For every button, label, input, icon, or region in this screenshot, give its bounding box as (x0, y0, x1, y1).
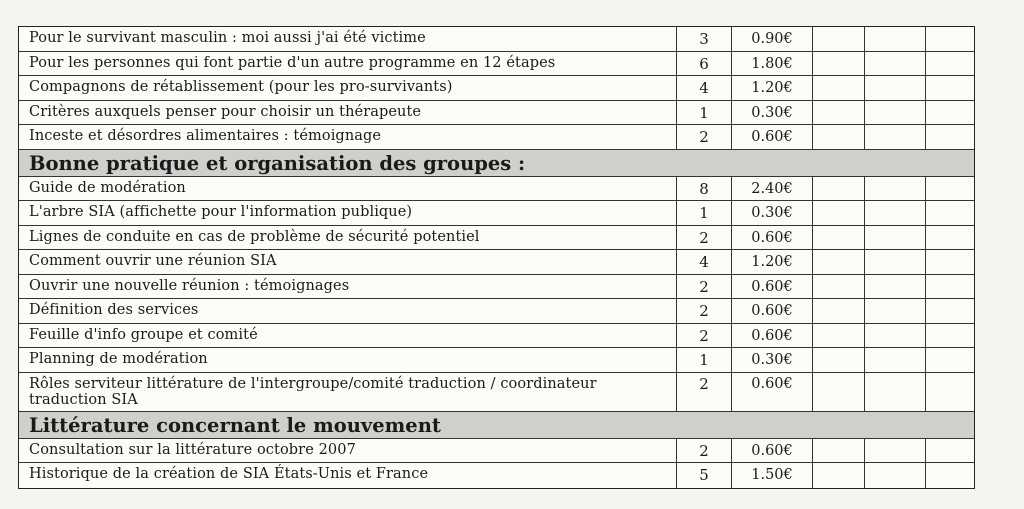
item-description: Pour les personnes qui font partie d'un autre programme en 12 étapes (19, 52, 677, 76)
item-price: 0.30€ (732, 201, 813, 225)
item-price: 0.60€ (732, 125, 813, 149)
blank-cell (926, 125, 974, 149)
item-price: 0.60€ (732, 275, 813, 299)
blank-cell (865, 101, 926, 125)
blank-cell (865, 348, 926, 372)
blank-cell (926, 177, 974, 201)
blank-cell (865, 463, 926, 488)
item-quantity: 3 (677, 27, 732, 51)
table-row (19, 373, 974, 412)
blank-cell (865, 201, 926, 225)
blank-cell (813, 275, 865, 299)
section-heading-movement-literature: Littérature concernant le mouvement (19, 412, 974, 439)
item-description: Comment ouvrir une réunion SIA (19, 250, 677, 274)
blank-cell (813, 299, 865, 323)
blank-cell (926, 373, 974, 411)
blank-cell (865, 27, 926, 51)
item-price: 0.60€ (732, 439, 813, 463)
blank-cell (813, 125, 865, 149)
item-price: 2.40€ (732, 177, 813, 201)
item-description: Historique de la création de SIA États-Unis et France (19, 463, 677, 488)
blank-cell (865, 52, 926, 76)
blank-cell (865, 226, 926, 250)
item-description: Lignes de conduite en cas de problème de sécurité potentiel (19, 226, 677, 250)
blank-cell (813, 348, 865, 372)
table-row (19, 52, 974, 77)
item-price: 0.60€ (732, 299, 813, 323)
item-description: L'arbre SIA (affichette pour l'information publique) (19, 201, 677, 225)
item-price: 0.30€ (732, 101, 813, 125)
blank-cell (926, 27, 974, 51)
blank-cell (813, 201, 865, 225)
item-description: Critères auxquels penser pour choisir un thérapeute (19, 101, 677, 125)
item-description: Pour le survivant masculin : moi aussi j'ai été victime (19, 27, 677, 51)
blank-cell (813, 250, 865, 274)
item-price: 0.60€ (732, 324, 813, 348)
item-quantity: 5 (677, 463, 732, 488)
item-quantity: 2 (677, 439, 732, 463)
item-quantity: 8 (677, 177, 732, 201)
table-row (19, 324, 974, 349)
blank-cell (813, 101, 865, 125)
blank-cell (926, 463, 974, 488)
item-price: 1.50€ (732, 463, 813, 488)
item-quantity: 2 (677, 299, 732, 323)
item-price: 1.20€ (732, 76, 813, 100)
item-description: Consultation sur la littérature octobre 2007 (19, 439, 677, 463)
item-description: Ouvrir une nouvelle réunion : témoignages (19, 275, 677, 299)
table-row (19, 348, 974, 373)
item-quantity: 1 (677, 101, 732, 125)
blank-cell (865, 76, 926, 100)
item-price: 1.80€ (732, 52, 813, 76)
table-row (19, 299, 974, 324)
blank-cell (926, 101, 974, 125)
blank-cell (865, 125, 926, 149)
item-quantity: 4 (677, 250, 732, 274)
blank-cell (865, 250, 926, 274)
table-row (19, 125, 974, 150)
order-form-table (18, 26, 975, 489)
item-description: Planning de modération (19, 348, 677, 372)
blank-cell (813, 463, 865, 488)
blank-cell (926, 250, 974, 274)
table-row (19, 226, 974, 251)
table-row (19, 463, 974, 488)
table-row (19, 76, 974, 101)
item-quantity: 2 (677, 373, 732, 411)
item-description: Rôles serviteur littérature de l'intergroupe/comité traduction / coordinateur traduction SIA (19, 373, 677, 411)
table-row (19, 439, 974, 464)
item-quantity: 4 (677, 76, 732, 100)
blank-cell (813, 373, 865, 411)
table-row (19, 275, 974, 300)
blank-cell (926, 439, 974, 463)
item-quantity: 1 (677, 348, 732, 372)
item-quantity: 1 (677, 201, 732, 225)
blank-cell (926, 201, 974, 225)
blank-cell (926, 348, 974, 372)
blank-cell (926, 324, 974, 348)
blank-cell (926, 76, 974, 100)
blank-cell (865, 177, 926, 201)
item-description: Feuille d'info groupe et comité (19, 324, 677, 348)
blank-cell (865, 373, 926, 411)
item-price: 0.30€ (732, 348, 813, 372)
table-row (19, 177, 974, 202)
blank-cell (865, 324, 926, 348)
blank-cell (813, 439, 865, 463)
blank-cell (813, 177, 865, 201)
blank-cell (926, 226, 974, 250)
blank-cell (926, 52, 974, 76)
blank-cell (865, 299, 926, 323)
item-price: 0.60€ (732, 226, 813, 250)
item-description: Compagnons de rétablissement (pour les pro-survivants) (19, 76, 677, 100)
table-row (19, 201, 974, 226)
section-heading-good-practice: Bonne pratique et organisation des groupes : (19, 150, 974, 177)
item-description: Inceste et désordres alimentaires : témoignage (19, 125, 677, 149)
table-row (19, 101, 974, 126)
blank-cell (926, 299, 974, 323)
blank-cell (865, 439, 926, 463)
item-quantity: 2 (677, 275, 732, 299)
blank-cell (865, 275, 926, 299)
item-quantity: 6 (677, 52, 732, 76)
item-quantity: 2 (677, 226, 732, 250)
item-description: Guide de modération (19, 177, 677, 201)
item-price: 0.60€ (732, 373, 813, 411)
blank-cell (813, 27, 865, 51)
item-price: 0.90€ (732, 27, 813, 51)
blank-cell (813, 52, 865, 76)
table-row (19, 250, 974, 275)
item-quantity: 2 (677, 324, 732, 348)
blank-cell (813, 76, 865, 100)
blank-cell (926, 275, 974, 299)
blank-cell (813, 226, 865, 250)
item-description: Définition des services (19, 299, 677, 323)
item-price: 1.20€ (732, 250, 813, 274)
item-quantity: 2 (677, 125, 732, 149)
blank-cell (813, 324, 865, 348)
table-row (19, 27, 974, 52)
